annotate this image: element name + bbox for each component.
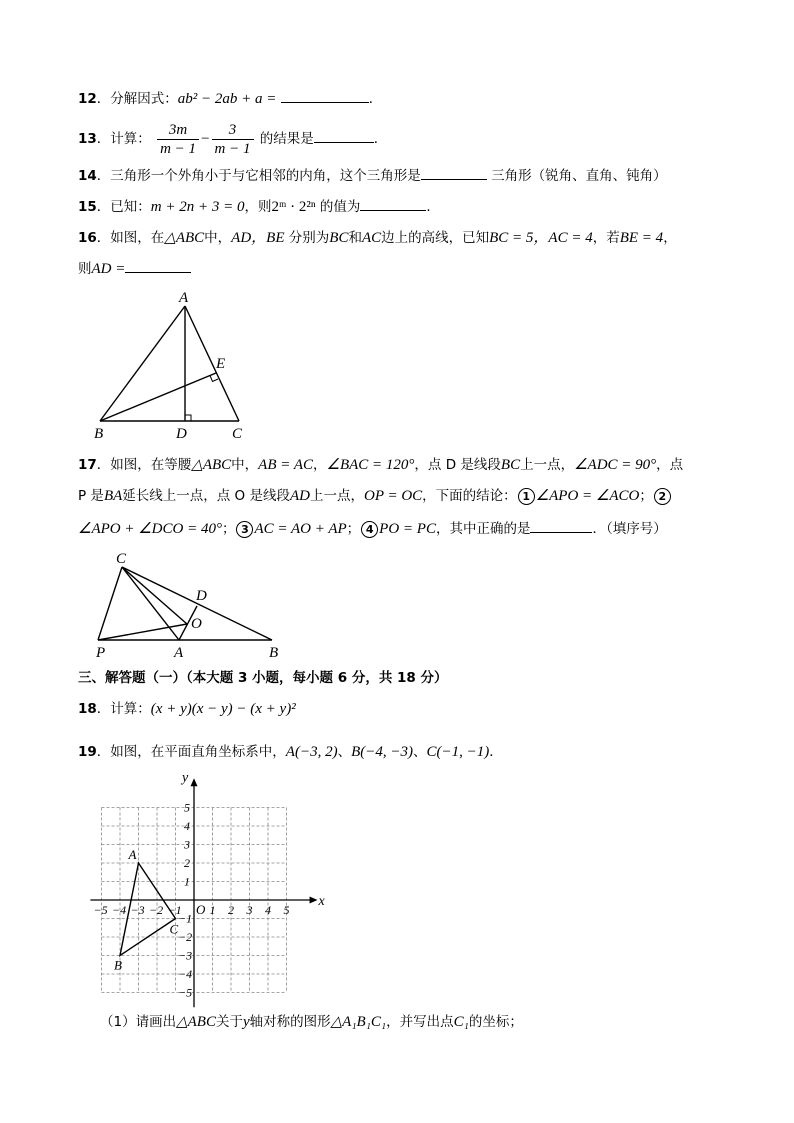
label-d: D <box>196 588 207 604</box>
question-text: ，其中正确的是 <box>435 521 531 537</box>
label-b: B <box>269 645 279 661</box>
question-17-line-1 <box>78 455 683 475</box>
label-c: C <box>232 426 243 442</box>
segment-cp <box>98 567 122 640</box>
question-text: 和 <box>348 230 362 246</box>
y-tick-label: 3 <box>184 837 190 852</box>
figure-isosceles-triangle <box>86 548 296 663</box>
punctuation: ． <box>489 744 503 760</box>
answer-blank[interactable] <box>421 165 487 180</box>
question-13 <box>78 120 387 158</box>
math-expression: △ABC <box>164 230 205 246</box>
question-prefix: ．计算： <box>96 701 151 717</box>
point-label-a: A <box>128 847 137 862</box>
y-tick-label: 5 <box>184 800 190 815</box>
section-heading: 三、解答题（一）（本大题 3 小题，每小题 6 分，共 18 分） <box>78 670 448 686</box>
math-expression: △ABC <box>191 457 232 473</box>
axes <box>90 778 317 1007</box>
math-expression: BC <box>500 457 521 473</box>
question-number: 13 <box>78 131 97 147</box>
label-b: B <box>94 426 104 442</box>
y-tick-label: −3 <box>178 948 193 963</box>
separator: 、 <box>337 744 352 760</box>
right-angle-mark-d <box>185 415 191 421</box>
question-text: （1）请画出 <box>100 1014 177 1030</box>
math-expression: 2ᵐ · 2²ⁿ <box>271 199 316 215</box>
origin-label: O <box>196 902 206 917</box>
x-axis-label: x <box>318 894 325 909</box>
question-text: 则 <box>78 261 92 277</box>
y-tick-label: −2 <box>178 930 193 944</box>
segment-ca <box>122 567 179 640</box>
x-axis-arrow <box>310 897 318 904</box>
x-tick-label: −3 <box>130 903 145 917</box>
question-prefix: ．已知： <box>96 199 151 215</box>
math-expression: AD，BE <box>231 230 285 246</box>
math-expression: BC = 5，AC = 4 <box>489 230 593 246</box>
question-text: 上一点， <box>520 457 575 473</box>
question-text: ， <box>313 457 327 473</box>
y-axis-arrow <box>191 778 198 786</box>
question-number: 16 <box>78 230 97 246</box>
point-b-coords: B(−4, −3) <box>351 744 413 760</box>
question-prefix: ．分解因式： <box>96 91 178 107</box>
statement-3: AC = AO + AP <box>254 521 347 537</box>
question-19 <box>78 742 503 762</box>
statement-2: ∠APO + ∠DCO = 40° <box>78 521 222 537</box>
figure-coordinate-plane <box>86 768 326 1008</box>
question-text: 三角形（锐角、直角、钝角） <box>486 168 667 184</box>
punctuation: ． <box>373 131 388 147</box>
question-text: 中， <box>204 230 232 246</box>
question-text: 的结果是 <box>259 131 314 147</box>
segment-po <box>98 624 187 640</box>
statement-1: ∠APO = ∠ACO <box>535 488 640 504</box>
y-tick-label: 4 <box>184 819 190 833</box>
math-expression: (x + y)(x − y) − (x + y)² <box>150 701 296 717</box>
question-prefix: ．如图，在平面直角坐标系中， <box>96 744 286 760</box>
punctuation: ． <box>426 199 440 215</box>
point-a-coords: A(−3, 2) <box>285 744 338 760</box>
x-tick-label: −5 <box>93 903 108 917</box>
denominator: m − 1 <box>160 140 197 157</box>
question-text: 中， <box>231 457 259 473</box>
question-17-line-3 <box>78 518 667 539</box>
answer-blank[interactable] <box>360 196 426 211</box>
question-text: 的值为 <box>319 199 361 215</box>
math-expression: OP = OC <box>363 488 423 504</box>
label-p: P <box>96 645 106 661</box>
answer-blank[interactable] <box>281 88 369 103</box>
math-expression: C₁ <box>453 1014 469 1030</box>
math-expression: AD <box>289 488 310 504</box>
numerator: 3m <box>157 121 199 140</box>
y-tick-label: −5 <box>178 985 193 1000</box>
question-text: ，则 <box>244 199 272 215</box>
question-number: 12 <box>78 91 97 107</box>
x-tick-label: 5 <box>283 903 290 917</box>
right-angle-mark-e <box>210 376 218 382</box>
question-text: ； <box>639 488 653 504</box>
question-text: ，下面的结论： <box>422 488 517 504</box>
x-tick-label: −4 <box>112 903 127 917</box>
circled-number: 3 <box>236 521 253 538</box>
x-tick-label: −1 <box>167 903 182 917</box>
question-text: ； <box>221 521 236 537</box>
x-tick-label: 2 <box>228 903 234 917</box>
question-number: 14 <box>78 168 97 184</box>
question-text: ．（填序号） <box>592 521 667 537</box>
label-d: D <box>176 426 187 442</box>
question-16-line-1 <box>78 228 677 248</box>
circled-number: 2 <box>654 488 671 505</box>
question-text: 边上的高线，已知 <box>381 230 490 246</box>
denominator: m − 1 <box>214 140 251 157</box>
question-number: 19 <box>78 744 97 760</box>
question-text: ，并写出点 <box>386 1014 454 1030</box>
y-tick-label: 2 <box>184 856 190 870</box>
label-o: O <box>191 616 202 632</box>
point-label-b: B <box>114 957 122 973</box>
question-text: ．如图，在等腰 <box>96 457 192 473</box>
statement-4: PO = PC <box>379 521 436 537</box>
math-expression: ab² − 2ab + a = <box>177 91 277 107</box>
question-text: 轴对称的图形 <box>249 1014 331 1030</box>
question-text: 的坐标； <box>468 1014 523 1030</box>
y-axis-label: y <box>182 770 189 786</box>
label-a: A <box>174 645 184 661</box>
label-c: C <box>116 551 127 567</box>
answer-blank[interactable] <box>530 518 592 533</box>
math-expression: BA <box>103 488 123 504</box>
question-18 <box>78 699 296 719</box>
y-tick-label: −1 <box>178 911 193 926</box>
question-19-sub-1 <box>100 1012 523 1032</box>
question-text: 上一点， <box>309 488 364 504</box>
figure-triangle-abc-altitudes <box>86 286 256 446</box>
question-text: ， <box>663 230 677 246</box>
circled-number: 1 <box>518 488 535 505</box>
question-15 <box>78 196 440 217</box>
math-expression: AB = AC <box>258 457 314 473</box>
fraction-1 <box>157 121 199 158</box>
fraction-2 <box>212 121 254 158</box>
y-tick-label: 1 <box>184 874 190 889</box>
segment-co <box>122 567 187 624</box>
question-text: ．如图，在 <box>96 230 165 246</box>
x-tick-label: 4 <box>265 903 271 917</box>
label-e: E <box>216 356 226 372</box>
question-14 <box>78 165 667 186</box>
minus-sign: − <box>201 131 210 147</box>
question-text: 分别为 <box>288 230 330 246</box>
circled-number: 4 <box>361 521 378 538</box>
math-expression: y <box>242 1014 250 1030</box>
question-text: ，若 <box>592 230 620 246</box>
question-text: ，点 <box>656 457 684 473</box>
question-number: 17 <box>78 457 97 473</box>
question-text: ．三角形一个外角小于与它相邻的内角，这个三角形是 <box>96 168 421 184</box>
math-expression: △A₁B₁C₁ <box>330 1014 387 1030</box>
question-17-line-2 <box>78 486 672 506</box>
question-prefix: ．计算： <box>96 131 151 147</box>
point-label-c: C <box>169 921 179 937</box>
punctuation: ． <box>368 91 383 107</box>
math-expression: BE = 4 <box>619 230 664 246</box>
math-expression: ∠BAC = 120° <box>326 457 415 473</box>
x-tick-label: −2 <box>149 903 164 917</box>
y-tick-label: −4 <box>178 967 193 981</box>
math-expression: ∠ADC = 90° <box>574 457 657 473</box>
question-16-line-2 <box>78 258 191 279</box>
label-a: A <box>179 290 189 306</box>
question-text: 延长线上一点，点 O 是线段 <box>122 488 290 504</box>
segment-ac <box>185 306 239 421</box>
question-number: 18 <box>78 701 97 717</box>
separator: 、 <box>412 744 427 760</box>
question-text: ； <box>346 521 361 537</box>
answer-blank[interactable] <box>314 128 374 143</box>
question-text: 关于 <box>215 1014 243 1030</box>
answer-blank[interactable] <box>125 258 191 273</box>
question-text: P 是 <box>78 488 104 504</box>
math-expression: AD = <box>91 261 126 277</box>
math-expression: AC <box>361 230 382 246</box>
point-c-coords: C(−1, −1) <box>426 744 490 760</box>
tick-labels <box>94 770 326 999</box>
numerator: 3 <box>212 121 254 140</box>
question-12 <box>78 88 382 109</box>
math-expression: m + 2n + 3 = 0 <box>150 199 245 215</box>
question-number: 15 <box>78 199 97 215</box>
x-tick-label: 3 <box>246 903 253 917</box>
question-text: ，点 D 是线段 <box>414 457 501 473</box>
math-expression: BC <box>329 230 349 246</box>
math-expression: △ABC <box>176 1014 216 1030</box>
x-tick-label: 1 <box>209 903 216 917</box>
